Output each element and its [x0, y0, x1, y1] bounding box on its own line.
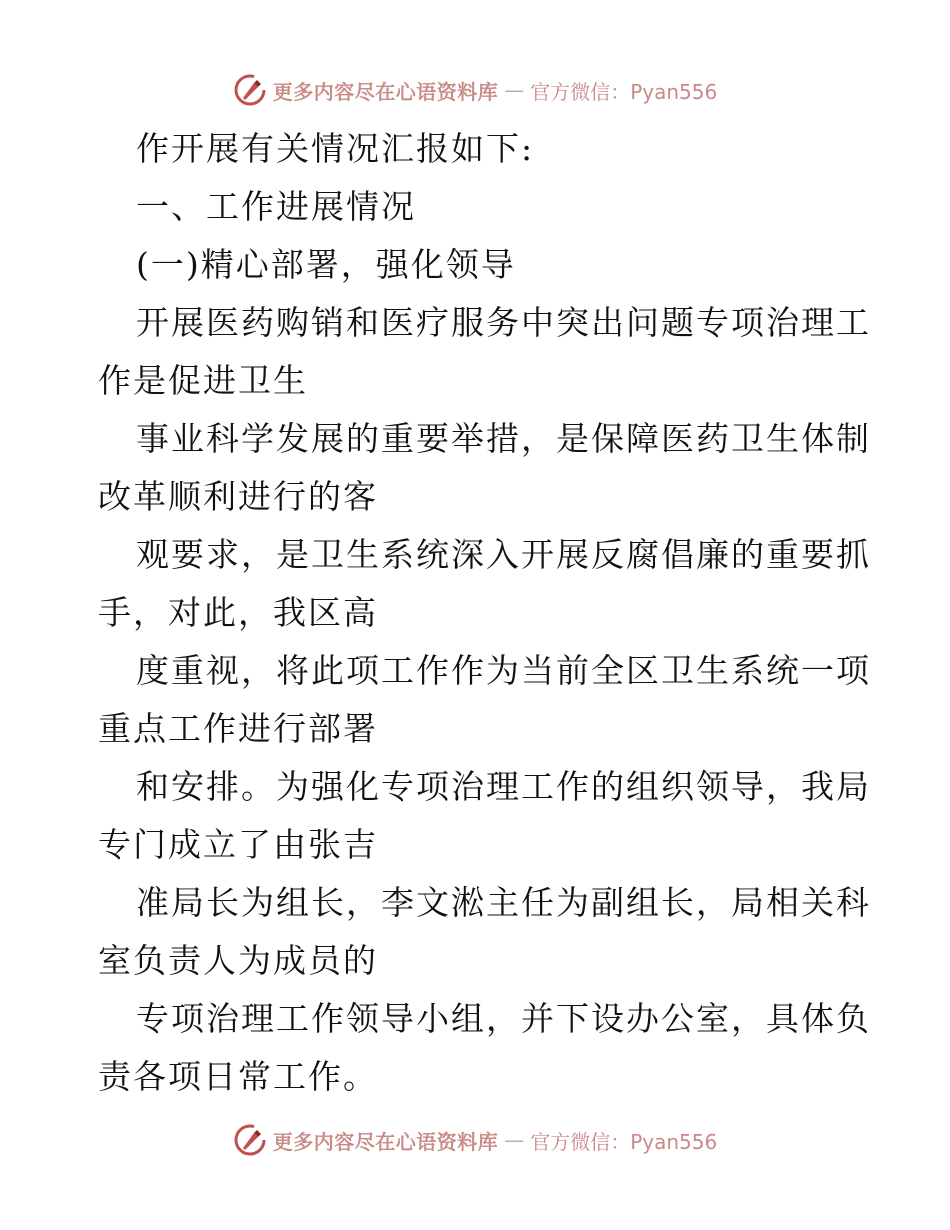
pen-nib-logo-icon	[233, 1123, 267, 1157]
text-line: 作开展有关情况汇报如下:	[136, 129, 535, 168]
text-line: 度重视，将此项工作作为当前全区卫生系统一项	[136, 651, 871, 690]
subsection-heading: (一)精心部署，强化领导	[136, 245, 516, 284]
text-line: 责各项日常工作。	[98, 1057, 378, 1096]
header-watermark	[0, 70, 950, 110]
text-line: 准局长为组长，李文淞主任为副组长，局相关科	[136, 883, 871, 922]
text-line: 作是促进卫生	[98, 361, 308, 400]
text-line: 观要求，是卫生系统深入开展反腐倡廉的重要抓	[136, 535, 871, 574]
text-line: 事业科学发展的重要举措，是保障医药卫生体制	[136, 419, 871, 458]
text-line: 专项治理工作领导小组，并下设办公室，具体负	[136, 999, 871, 1038]
text-line: 手，对此，我区高	[98, 593, 378, 632]
text-line: 开展医药购销和医疗服务中突出问题专项治理工	[136, 303, 871, 342]
watermark-wechat-text: 官方微信：Pyan556	[530, 79, 718, 104]
footer-watermark	[0, 1120, 950, 1160]
pen-nib-logo-icon	[233, 73, 267, 107]
watermark-separator: —	[504, 1128, 525, 1152]
watermark-wechat-text: 官方微信：Pyan556	[530, 1129, 718, 1154]
text-line: 专门成立了由张吉	[98, 825, 378, 864]
watermark-main-text: 更多内容尽在心语资料库	[272, 79, 499, 104]
text-line: 重点工作进行部署	[98, 709, 378, 748]
text-line: 改革顺利进行的客	[98, 477, 378, 516]
text-line: 室负责人为成员的	[98, 941, 378, 980]
document-body	[98, 120, 871, 1106]
watermark-separator: —	[504, 78, 525, 102]
watermark-main-text: 更多内容尽在心语资料库	[272, 1129, 499, 1154]
section-heading: 一、工作进展情况	[136, 187, 416, 226]
text-line: 和安排。为强化专项治理工作的组织领导，我局	[136, 767, 871, 806]
